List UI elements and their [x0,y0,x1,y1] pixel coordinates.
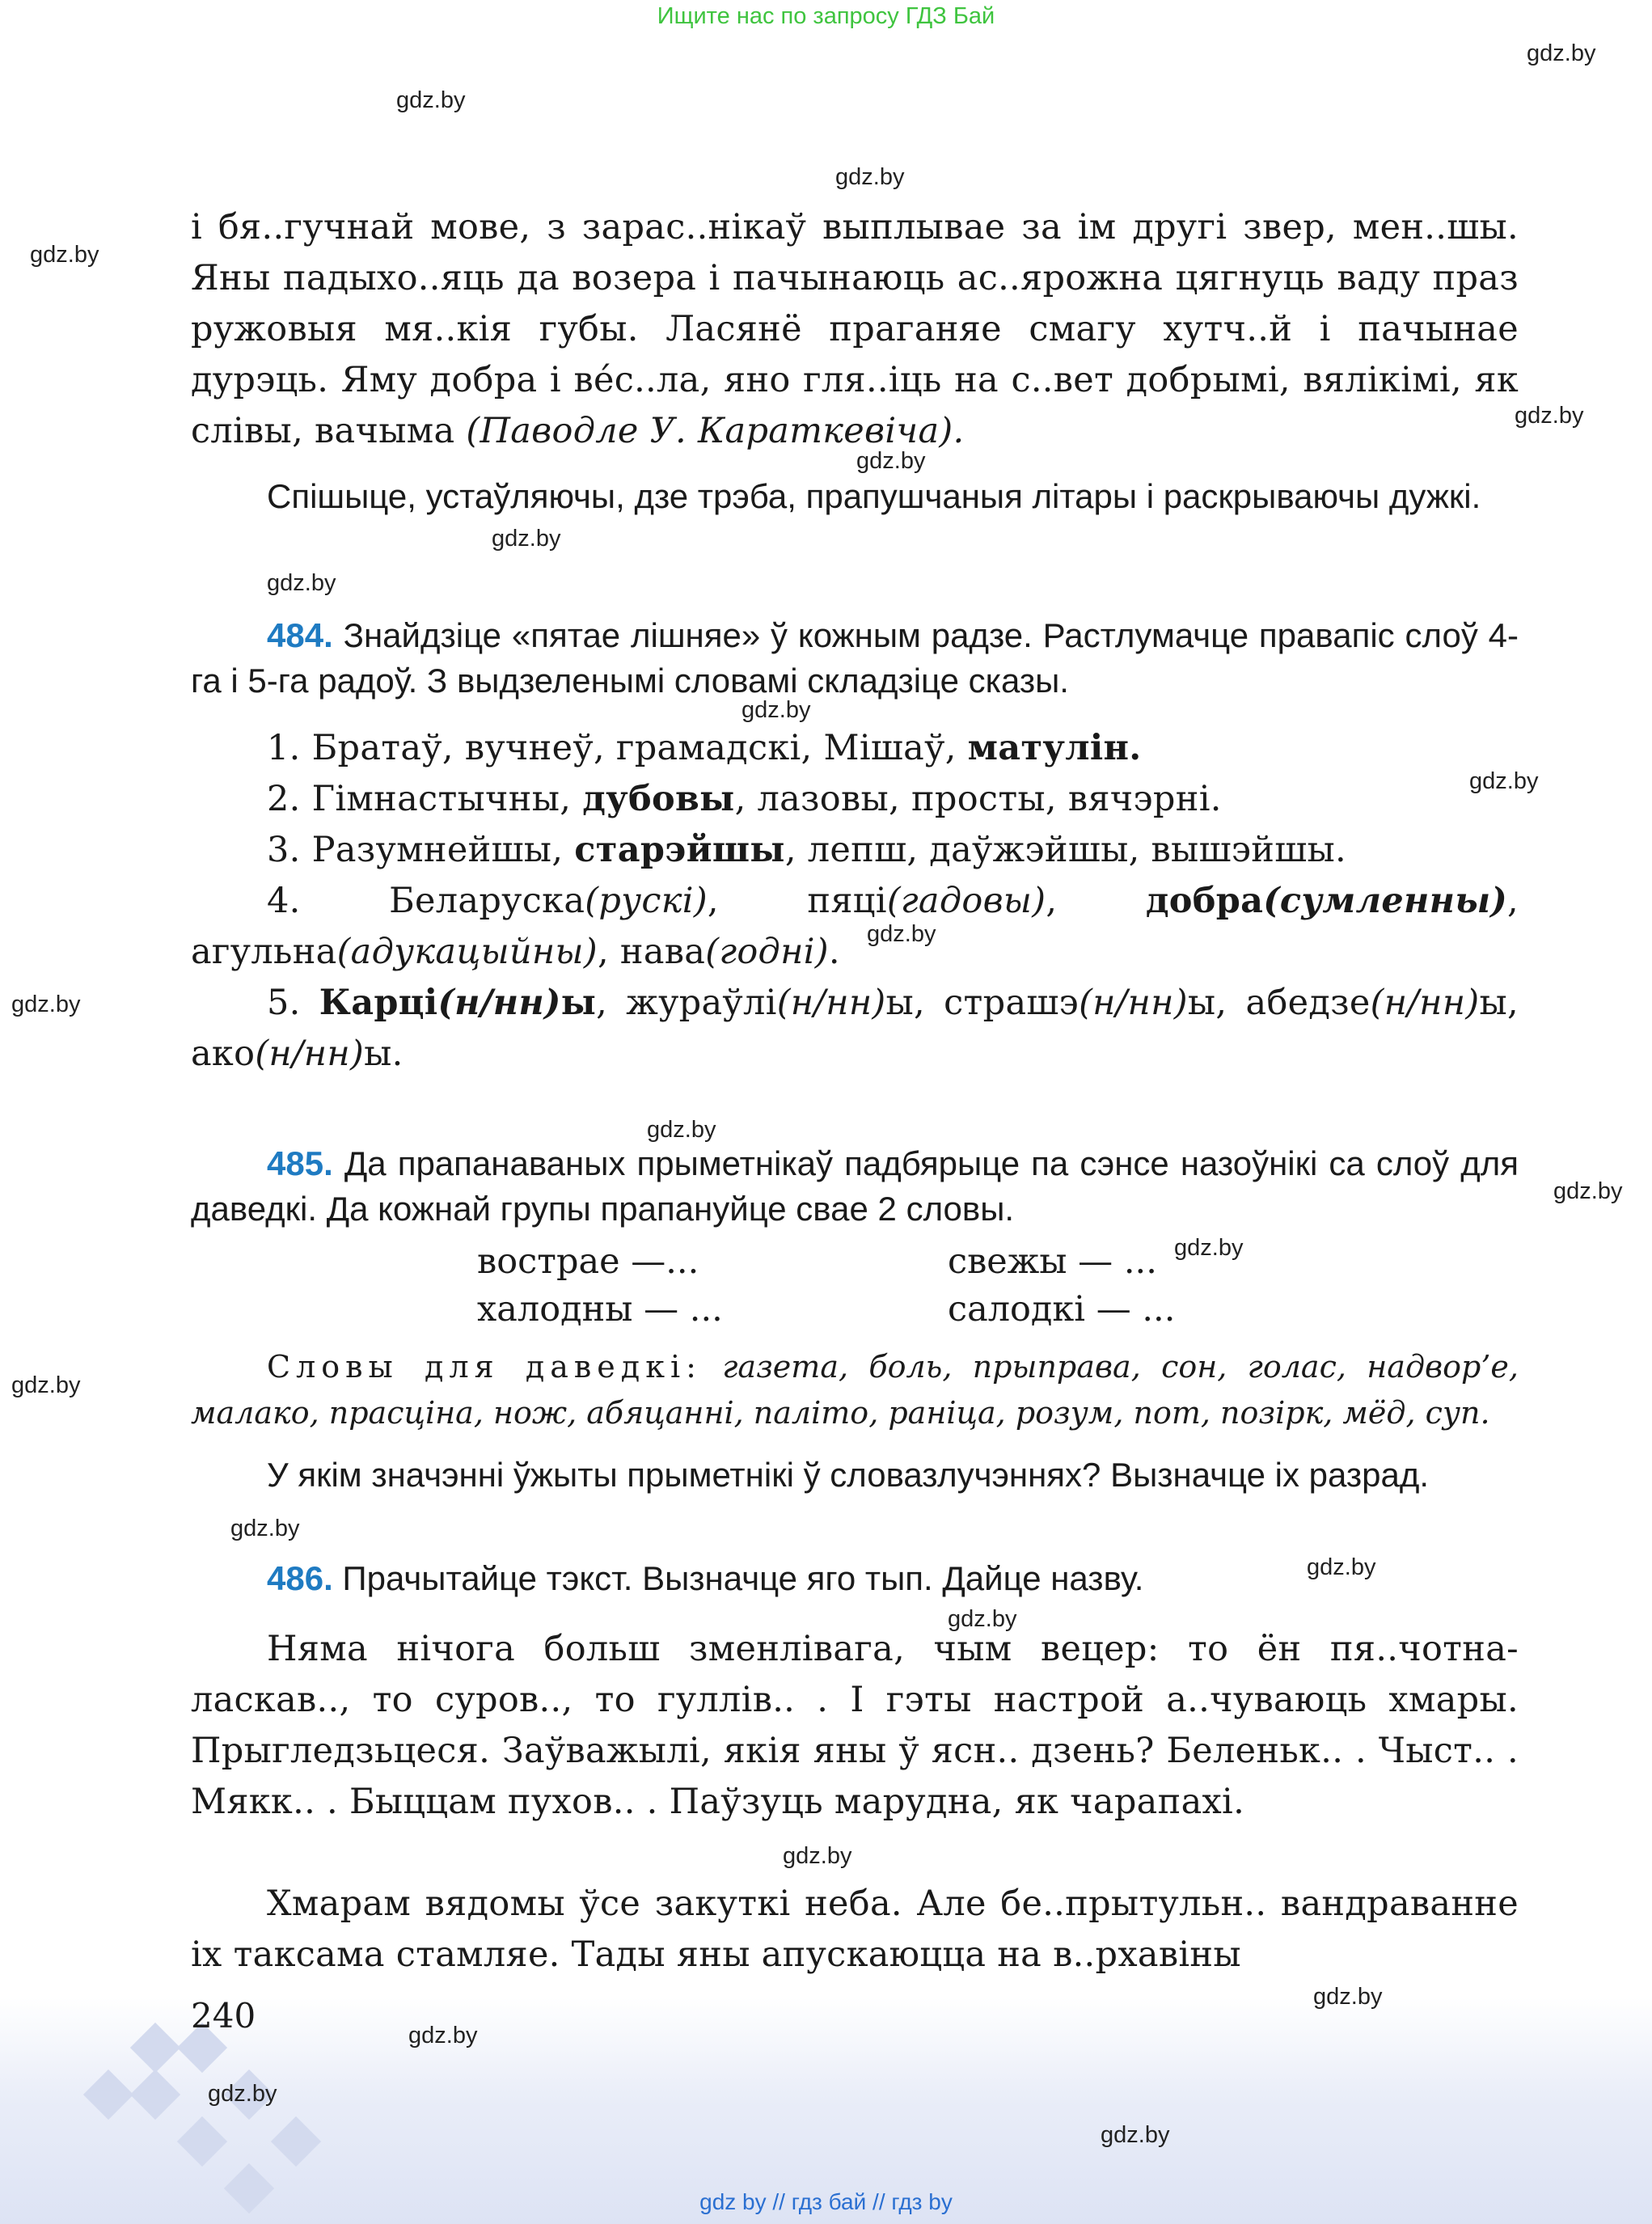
exercise-484-task: 484. Знайдзіце «пятае лішняе» ў кожным радзе. Растлумачце правапіс слоў 4-га і 5-га радоў. З выдзеленымі словамі складзіце сказы. [191,616,1519,700]
watermark: gdz.by [856,448,926,474]
adjective-pair: вострае —... [477,1241,699,1282]
watermark: gdz.by [1515,403,1584,429]
watermark: gdz.by [948,1606,1017,1632]
exercise-486-paragraph-2: Хмарам вядомы ўсе закуткі неба. Але бе..прытульн.. вандраванне іх таксама стамляе. Тады яны апускаюцца на в..рхавіны [191,1884,1519,1975]
watermark: gdz.by [867,921,936,947]
watermark: gdz.by [647,1117,716,1143]
watermark: gdz.by [1101,2122,1170,2148]
adjective-pair: халодны — ... [477,1289,723,1330]
watermark: gdz.by [783,1843,852,1869]
watermark: gdz.by [11,991,81,1017]
watermark: gdz.by [408,2023,478,2049]
exercise-486-task: 486. Прачытайце тэкст. Вызначце яго тып. Дайце назву. [267,1559,1144,1597]
watermark: gdz.by [208,2081,277,2107]
exercise-484-row-5: 5. Карці(н/нн)ы, жураўлі(н/нн)ы, страшэ(н/нн)ы, абедзе(н/нн)ы, ако(н/нн)ы. [191,983,1519,1074]
decor-diamond [130,2023,180,2073]
watermark: gdz.by [11,1372,81,1398]
footer-links[interactable]: gdz by // гдз бай // гдз by [699,2189,953,2214]
watermark: gdz.by [1313,1984,1383,2010]
exercise-number: 484. [267,616,333,654]
exercise-484-row-3: 3. Разумнейшы, старэйшы, лепш, даўжэйшы, вышэйшы. [267,830,1346,870]
exercise-486-paragraph-1: Няма нічога больш зменлівага, чым вецер: то ён пя..чотна-ласкав.., то суров.., то гуллів.. . І гэты настрой а..чуваюць хмары. Прыгледзьцеся. Заўважылі, якія яны ў ясн.. дзень? Беленьк.. . Чыст.. . Мякк.. . Быццам пухов.. . Паўзуць марудна, як чарапахі. [191,1629,1519,1822]
watermark: gdz.by [1469,768,1539,794]
exercise-number: 485. [267,1144,333,1182]
passage-source: (Паводле У. Караткевіча). [466,411,965,451]
exercise-number: 486. [267,1559,333,1597]
watermark: gdz.by [492,526,561,552]
reference-words: Словы для даведкі: газета, боль, прыправа, сон, голас, надвор’е, малако, прасціна, нож, абяцанні, паліто, раніца, розум, пот, позірк, мёд, суп. [191,1349,1519,1431]
watermark: gdz.by [1553,1178,1623,1204]
adjective-pair: свежы — ... [948,1241,1157,1282]
watermark: gdz.by [230,1516,300,1541]
page-number: 240 [191,1996,256,2036]
watermark: gdz.by [1174,1235,1244,1261]
exercise-485-question: У якім значэнні ўжыты прыметнікі ў словазлучэннях? Вызначце іх разрад. [267,1456,1430,1494]
task-instruction: Спішыце, устаўляючы, дзе трэба, прапушчаныя літары і раскрываючы дужкі. [267,477,1481,515]
exercise-485-task: 485. Да прапанаваных прыметнікаў падбярыце па сэнсе назоўнікі са слоў для даведкі. Да кожнай групы прапануйце свае 2 словы. [191,1144,1519,1228]
search-banner[interactable]: Ищите нас по запросу ГДЗ Бай [657,3,995,29]
watermark: gdz.by [1527,40,1596,66]
watermark: gdz.by [741,697,811,723]
watermark: gdz.by [1307,1554,1376,1580]
decor-diamond [130,2070,180,2120]
exercise-484-row-4: 4. Беларуска(рускі), пяці(гадовы), добра(сумленны), агульна(адукацыйны), нава(годні). [191,881,1519,972]
decor-diamond [177,2116,227,2167]
watermark: gdz.by [267,570,336,596]
adjective-pair: салодкі — ... [948,1289,1176,1330]
exercise-484-row-1: 1. Братаў, вучнеў, грамадскі, Мішаў, матулін. [267,728,1142,768]
passage-top: і бя..гучнай мове, з зарас..нікаў выплывае за ім другі звер, мен..шы. Яны падыхо..яць да возера і пачынаюць ас..ярожна цягнуць ваду праз ружовыя мя..кія губы. Ласянё праганяе смагу хутч..й і пачынае дурэць. Яму добра і ве́с..ла, яно гля..іць на с..вет добрымі, вялікімі, як слівы, вачыма (Паводле У. Караткевіча). [191,207,1519,451]
watermark: gdz.by [835,164,905,190]
watermark: gdz.by [30,242,99,268]
decor-diamond [83,2070,133,2120]
exercise-484-row-2: 2. Гімнастычны, дубовы, лазовы, просты, вячэрні. [267,779,1222,819]
decor-diamond [271,2116,321,2167]
watermark: gdz.by [396,87,466,113]
